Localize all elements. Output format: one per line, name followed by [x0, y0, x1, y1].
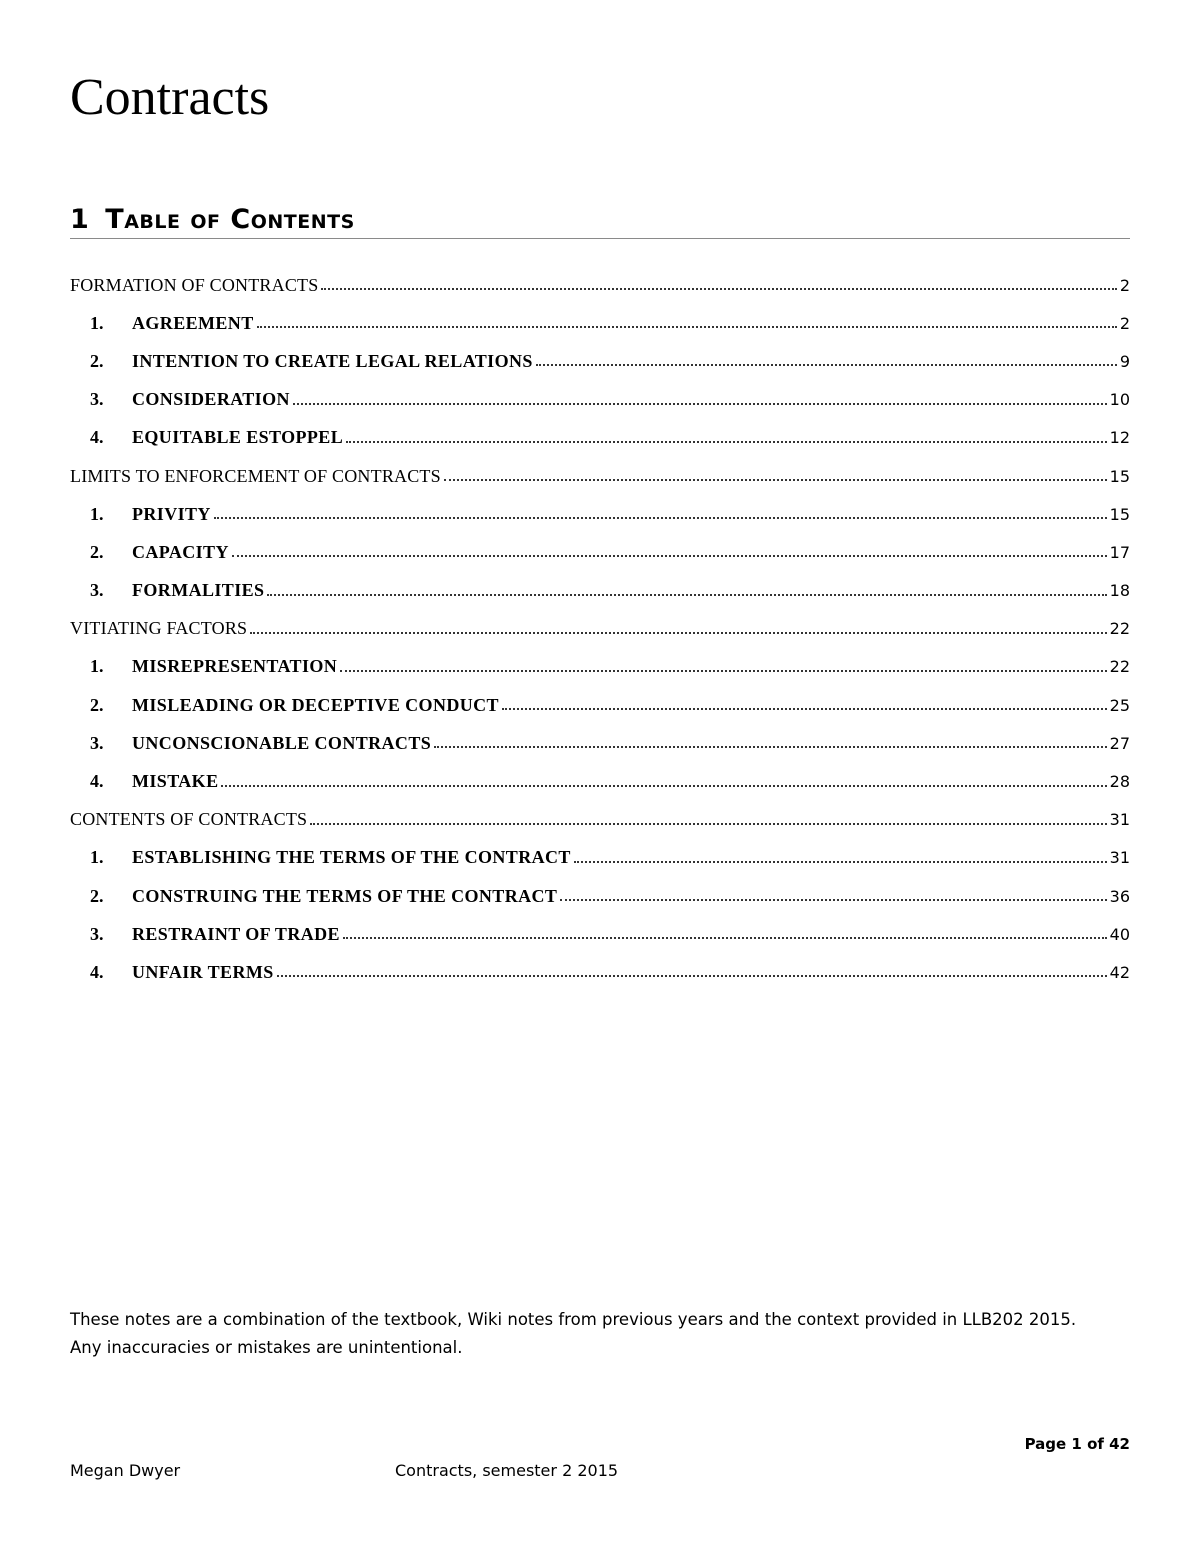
- toc-entry-text: CONSIDERATION: [132, 389, 290, 410]
- toc-entry-page: 40: [1109, 924, 1130, 944]
- toc-subsection-entry[interactable]: [70, 572, 1130, 610]
- toc-entry-text: VITIATING FACTORS: [70, 618, 248, 639]
- toc-entry-page: 17: [1109, 542, 1130, 562]
- toc-entry-text: AGREEMENT: [132, 312, 254, 333]
- toc-dot-leader: [434, 746, 1106, 748]
- toc-dot-leader: [340, 670, 1106, 672]
- toc-subsection-entry[interactable]: [70, 381, 1130, 419]
- toc-dot-leader: [536, 364, 1117, 366]
- toc-section-entry[interactable]: [70, 457, 1130, 495]
- disclaimer-line-2: Any inaccuracies or mistakes are unintentional.: [70, 1338, 463, 1357]
- toc-dot-leader: [321, 288, 1116, 290]
- toc-subsection-entry[interactable]: [70, 419, 1130, 457]
- toc-entry-text: FORMATION OF CONTRACTS: [70, 274, 319, 295]
- table-of-contents: [70, 266, 1130, 992]
- toc-entry-text: UNFAIR TERMS: [132, 961, 274, 982]
- toc-entry-text: MISLEADING OR DECEPTIVE CONDUCT: [132, 694, 499, 715]
- toc-dot-leader: [343, 937, 1107, 939]
- toc-entry-page: 10: [1109, 390, 1130, 410]
- toc-entry-page: 31: [1109, 810, 1130, 830]
- toc-entry-page: 42: [1109, 962, 1130, 982]
- toc-subsection-entry[interactable]: [70, 686, 1130, 724]
- toc-subsection-entry[interactable]: [70, 915, 1130, 953]
- toc-entry-page: 22: [1109, 619, 1130, 639]
- toc-section-entry[interactable]: [70, 801, 1130, 839]
- toc-subsection-entry[interactable]: [70, 495, 1130, 533]
- toc-entry-text: PRIVITY: [132, 503, 211, 524]
- toc-entry-number: 1.: [90, 847, 104, 868]
- toc-entry-text: EQUITABLE ESTOPPEL: [132, 427, 344, 448]
- toc-dot-leader: [277, 975, 1107, 977]
- toc-subsection-entry[interactable]: [70, 953, 1130, 991]
- toc-dot-leader: [574, 861, 1107, 863]
- toc-entry-text: FORMALITIES: [132, 580, 265, 601]
- toc-subsection-entry[interactable]: [70, 533, 1130, 571]
- toc-entry-text: RESTRAINT OF TRADE: [132, 923, 340, 944]
- toc-entry-page: 28: [1109, 772, 1130, 792]
- toc-subsection-entry[interactable]: [70, 877, 1130, 915]
- toc-entry-number: 3.: [90, 580, 104, 601]
- toc-entry-text: CONTENTS OF CONTRACTS: [70, 809, 308, 830]
- toc-subsection-entry[interactable]: [70, 762, 1130, 800]
- toc-heading: [70, 206, 1130, 239]
- toc-entry-number: 3.: [90, 389, 104, 410]
- toc-entry-page: 27: [1109, 733, 1130, 753]
- toc-entry-number: 4.: [90, 961, 104, 982]
- disclaimer-note: [70, 1306, 1150, 1362]
- toc-dot-leader: [310, 823, 1106, 825]
- toc-entry-text: ESTABLISHING THE TERMS OF THE CONTRACT: [132, 847, 571, 868]
- toc-dot-leader: [502, 708, 1107, 710]
- toc-entry-text: LIMITS TO ENFORCEMENT OF CONTRACTS: [70, 465, 441, 486]
- toc-subsection-entry[interactable]: [70, 304, 1130, 342]
- toc-entry-page: 2: [1119, 313, 1130, 333]
- toc-entry-text: INTENTION TO CREATE LEGAL RELATIONS: [132, 350, 533, 371]
- toc-dot-leader: [221, 785, 1106, 787]
- toc-entry-page: 9: [1119, 351, 1130, 371]
- toc-entry-number: 1.: [90, 503, 104, 524]
- footer-course: Contracts, semester 2 2015: [395, 1461, 619, 1480]
- toc-entry-page: 2: [1119, 275, 1130, 295]
- toc-entry-number: 1.: [90, 656, 104, 677]
- toc-dot-leader: [444, 479, 1107, 481]
- toc-entry-page: 12: [1109, 428, 1130, 448]
- page-number: Page 1 of 42: [1024, 1435, 1130, 1453]
- toc-entry-number: 2.: [90, 541, 104, 562]
- toc-dot-leader: [214, 517, 1107, 519]
- toc-entry-number: 4.: [90, 771, 104, 792]
- toc-dot-leader: [232, 555, 1107, 557]
- toc-dot-leader: [267, 594, 1106, 596]
- toc-subsection-entry[interactable]: [70, 724, 1130, 762]
- toc-entry-number: 2.: [90, 885, 104, 906]
- toc-section-entry[interactable]: [70, 610, 1130, 648]
- toc-entry-page: 25: [1109, 695, 1130, 715]
- toc-entry-number: 1.: [90, 312, 104, 333]
- toc-dot-leader: [257, 326, 1117, 328]
- disclaimer-line-1: These notes are a combination of the textbook, Wiki notes from previous years and the context provided in LLB202 2015.: [70, 1310, 1077, 1329]
- toc-entry-text: CAPACITY: [132, 541, 229, 562]
- toc-entry-number: 4.: [90, 427, 104, 448]
- toc-entry-text: MISREPRESENTATION: [132, 656, 338, 677]
- toc-entry-number: 3.: [90, 923, 104, 944]
- toc-entry-page: 18: [1109, 581, 1130, 601]
- toc-subsection-entry[interactable]: [70, 839, 1130, 877]
- document-title: Contracts: [70, 69, 270, 126]
- toc-entry-page: 15: [1109, 504, 1130, 524]
- toc-entry-page: 15: [1109, 466, 1130, 486]
- toc-dot-leader: [346, 441, 1107, 443]
- toc-dot-leader: [293, 403, 1107, 405]
- toc-entry-number: 2.: [90, 694, 104, 715]
- toc-entry-text: CONSTRUING THE TERMS OF THE CONTRACT: [132, 885, 558, 906]
- toc-heading-text: Table of Contents: [105, 204, 355, 235]
- toc-entry-page: 22: [1109, 657, 1130, 677]
- toc-entry-text: UNCONSCIONABLE CONTRACTS: [132, 732, 432, 753]
- footer-author: Megan Dwyer: [70, 1461, 181, 1480]
- toc-entry-text: MISTAKE: [132, 771, 219, 792]
- toc-dot-leader: [250, 632, 1106, 634]
- toc-subsection-entry[interactable]: [70, 342, 1130, 380]
- toc-entry-page: 31: [1109, 848, 1130, 868]
- toc-section-entry[interactable]: [70, 266, 1130, 304]
- toc-dot-leader: [560, 899, 1106, 901]
- toc-entry-number: 3.: [90, 732, 104, 753]
- toc-heading-number: 1: [70, 204, 90, 235]
- toc-subsection-entry[interactable]: [70, 648, 1130, 686]
- toc-entry-page: 36: [1109, 886, 1130, 906]
- toc-entry-number: 2.: [90, 350, 104, 371]
